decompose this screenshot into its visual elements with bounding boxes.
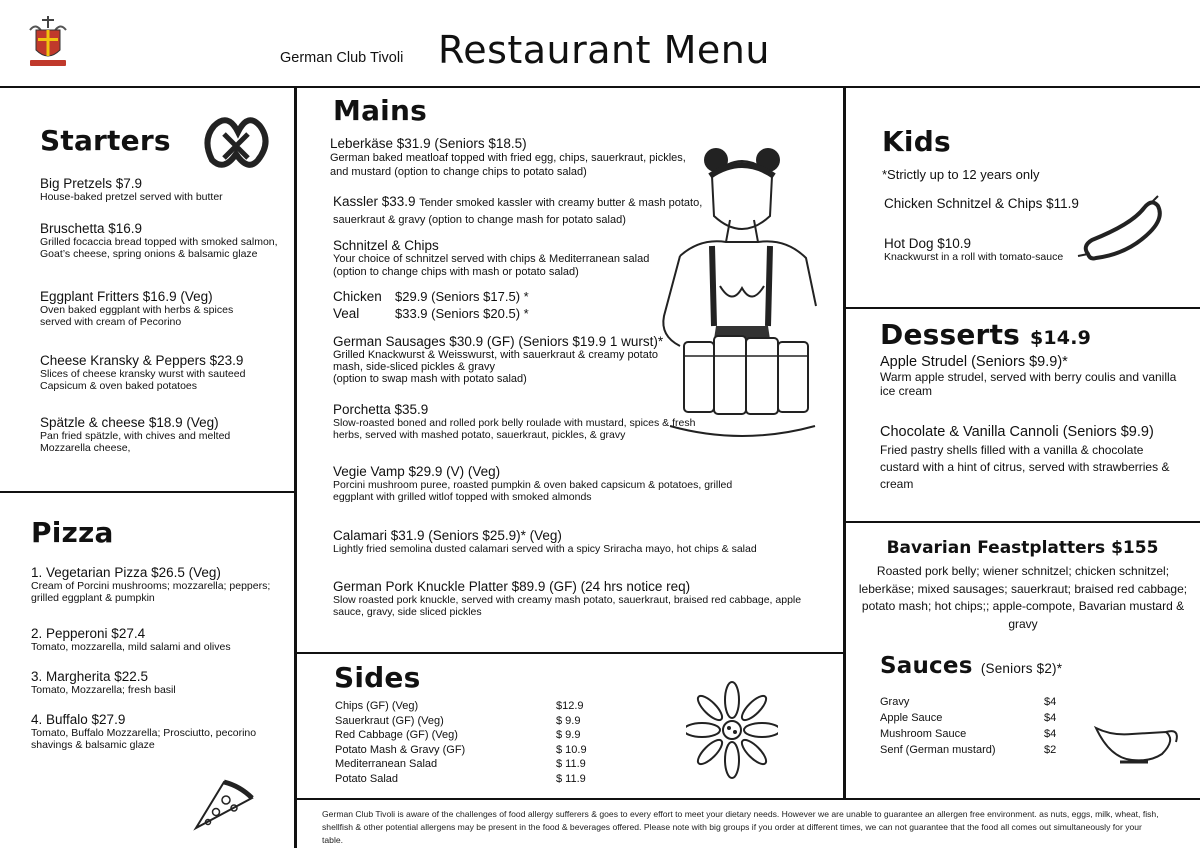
dessert-item: Apple Strudel (Seniors $9.9)* Warm apple strudel, served with berry coulis and vanilla ice cream [880, 354, 1177, 398]
starter-item: Eggplant Fritters $16.9 (Veg) Oven baked eggplant with herbs & spices served with cream of Pecorino [40, 289, 234, 328]
allergen-notice: German Club Tivoli is aware of the challenges of food allergy sufferers & goes to every effort to meet your dietary needs. However we are unable to guarantee an allergen free environment. as nuts, eggs, milk, wheat, fish, shellfish & other potential allergens may be present in the food & beverages offered. Please note with big groups if you order at different times, we can not guarantee that the food all comes out simultaneously for your table. [322, 809, 1159, 845]
sauce-item: Gravy [880, 696, 910, 708]
starter-item: Cheese Kransky & Peppers $23.9 Slices of cheese kransky wurst with sauteed Capsicum & oven baked potatoes [40, 353, 246, 392]
kids-note: *Strictly up to 12 years only [882, 167, 1040, 182]
starter-item: Bruschetta $16.9 Grilled focaccia bread topped with smoked salmon, Goat’s cheese, spring onions & balsamic glaze [40, 221, 278, 260]
main-item: Schnitzel & Chips Your choice of schnitzel served with chips & Mediterranean salad (option to change chips with mash or potato salad) [333, 238, 650, 278]
starters-title: Starters [40, 124, 171, 157]
pizza-item: 4. Buffalo $27.9 Tomato, Buffalo Mozzarella; Prosciutto, pecorino shavings & balsamic glaze [31, 712, 257, 751]
pizza-item: 3. Margherita $22.5 Tomato, Mozzarella; fresh basil [31, 669, 176, 696]
side-item: Chips (GF) (Veg) [335, 700, 419, 712]
gravy-boat-icon [1092, 718, 1180, 768]
divider [294, 86, 297, 848]
sauce-price: $4 [1044, 728, 1057, 740]
main-item: Kassler $33.9 Tender smoked kassler with creamy butter & mash potato, sauerkraut & gravy (option to change mash for potato salad) [333, 194, 703, 226]
sauce-item: Apple Sauce [880, 712, 943, 724]
sauce-price: $4 [1044, 712, 1057, 724]
side-price: $ 11.9 [556, 772, 586, 785]
main-item: Porchetta $35.9 Slow-roasted boned and rolled pork belly roulade with mustard, spices & fresh herbs, served with mashed potato, sauerkraut, pickles, & gravy [333, 402, 696, 441]
divider [0, 86, 1200, 88]
feast-desc: Roasted pork belly; wiener schnitzel; chicken schnitzel; leberkäse; mixed sausages; sauerkraut; braised red cabbage; potato mash; hot chips;; apple-compote, Bavarian mustard & gravy [858, 564, 1188, 631]
divider [296, 652, 844, 654]
side-price: $ 9.9 [556, 714, 581, 727]
divider [845, 521, 1200, 523]
kids-title: Kids [882, 125, 951, 158]
main-item: Calamari $31.9 (Seniors $25.9)* (Veg) Lightly fried semolina dusted calamari served with a spicy Sriracha mayo, hot chips & salad [333, 528, 757, 555]
kids-item: Chicken Schnitzel & Chips $11.9 [884, 196, 1079, 211]
sauce-price: $4 [1044, 696, 1057, 708]
side-price: $ 10.9 [556, 743, 587, 756]
divider [296, 798, 1200, 800]
club-name: German Club Tivoli [280, 50, 404, 66]
pizza-slice-icon [190, 776, 256, 834]
dessert-item: Chocolate & Vanilla Cannoli (Seniors $9.9) Fried pastry shells filled with a vanilla & chocolate custard with a hint of citrus, served with strawberries & cream [880, 424, 1170, 491]
schnitzel-option: Veal $33.9 (Seniors $20.5) * [333, 306, 529, 321]
side-item: Sauerkraut (GF) (Veg) [335, 714, 444, 727]
divider [0, 491, 296, 493]
page-title: Restaurant Menu [438, 28, 770, 72]
side-item: Mediterranean Salad [335, 758, 438, 770]
main-item: German Sausages $30.9 (GF) (Seniors $19.9 1 wurst)* Grilled Knackwurst & Weisswurst, with sauerkraut & creamy potato mash, side-sliced pickles & gravy (option to swap mash with potato salad) [333, 334, 664, 385]
sauces-title: Sauces (Seniors $2)* [880, 653, 1063, 679]
mains-title: Mains [333, 94, 427, 127]
schnitzel-option: Chicken $29.9 (Seniors $17.5) * [333, 289, 529, 304]
side-item: Potato Salad [335, 772, 398, 785]
main-item: German Pork Knuckle Platter $89.9 (GF) (24 hrs notice req) Slow roasted pork knuckle, served with creamy mash potato, sauerkraut, braised red cabbage, apple sauce, gravy, side sliced pickles [333, 579, 802, 618]
divider [845, 307, 1200, 309]
desserts-title: Desserts $14.9 [880, 318, 1092, 351]
starter-item: Big Pretzels $7.9 House-baked pretzel served with butter [40, 176, 223, 203]
pizza-item: 2. Pepperoni $27.4 Tomato, mozzarella, mild salami and olives [31, 626, 231, 653]
waitress-illustration-icon [650, 146, 835, 446]
main-item: Leberkäse $31.9 (Seniors $18.5) German baked meatloaf topped with fried egg, chips, sauerkraut, pickles, and mustard (option to change chips to potato salad) [330, 136, 686, 178]
main-item: Vegie Vamp $29.9 (V) (Veg) Porcini mushroom puree, roasted pumpkin & oven baked capsicum & potatoes, grilled eggplant with grilled witlof topped with smoked almonds [333, 464, 733, 503]
sides-title: Sides [334, 661, 421, 694]
divider [843, 86, 846, 798]
pizza-item: 1. Vegetarian Pizza $26.5 (Veg) Cream of Porcini mushrooms; mozzarella; peppers; grilled eggplant & pumpkin [31, 565, 271, 604]
side-price: $ 11.9 [556, 758, 586, 770]
pizza-title: Pizza [31, 516, 114, 549]
side-price: $12.9 [556, 700, 584, 712]
sauce-item: Mushroom Sauce [880, 728, 967, 740]
side-item: Potato Mash & Gravy (GF) [335, 743, 466, 756]
kids-item: Hot Dog $10.9 Knackwurst in a roll with tomato-sauce [884, 236, 1064, 263]
edelweiss-icon [686, 680, 778, 780]
side-price: $ 9.9 [556, 729, 581, 741]
starter-item: Spätzle & cheese $18.9 (Veg) Pan fried spätzle, with chives and melted Mozzarella cheese, [40, 415, 231, 454]
side-item: Red Cabbage (GF) (Veg) [335, 729, 458, 741]
pretzel-icon [198, 110, 274, 180]
sauce-item: Senf (German mustard) [880, 744, 996, 756]
sauce-price: $2 [1044, 744, 1057, 756]
feast-title: Bavarian Feastplatters $155 [886, 538, 1159, 558]
sausage-icon [1072, 194, 1168, 268]
crest-logo-icon [22, 10, 74, 72]
